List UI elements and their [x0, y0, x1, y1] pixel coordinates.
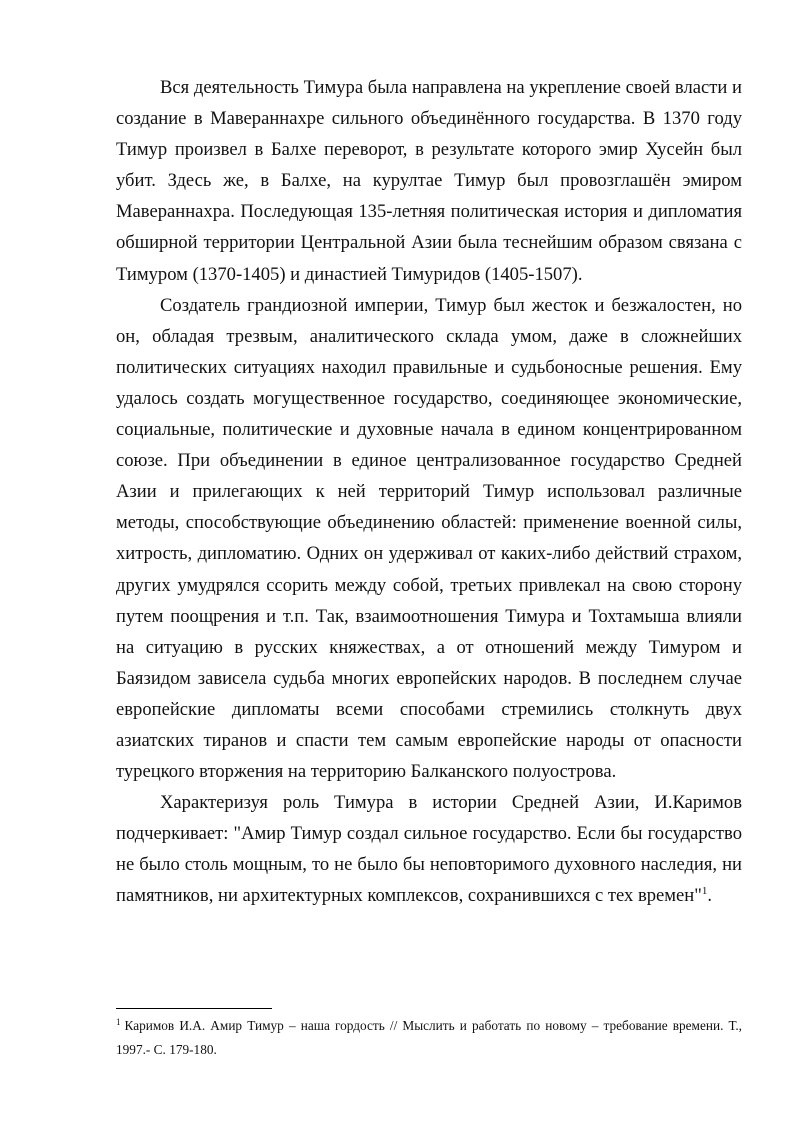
body-text — [116, 72, 742, 912]
paragraph-3-end: . — [707, 885, 712, 907]
paragraph-3 — [116, 787, 742, 911]
footnote — [116, 1014, 742, 1062]
paragraph-2: Создатель грандиозной империи, Тимур был жесток и безжалостен, но он, обладая трезвым, аналитического склада умом, даже в сложнейших политических ситуациях находил правильные и судьбоносные решения. Ему удалось создать могущественное государство, соединяющее экономические, социальные, политические и духовные начала в едином концентрированном союзе. При объединении в единое централизованное государство Средней Азии и прилегающих к ней территорий Тимур использовал различные методы, способствующие объединению областей: применение военной силы, хитрость, дипломатию. Одних он удерживал от каких-либо действий страхом, других умудрялся ссорить между собой, третьих привлекал на свою сторону путем поощрения и т.п. Так, взаимоотношения Тимура и Тохтамыша влияли на ситуацию в русских княжествах, а от отношений между Тимуром и Баязидом зависела судьба многих европейских народов. В последнем случае европейские дипломаты всеми способами стремились столкнуть двух азиатских тиранов и спасти тем самым европейские народы от опасности турецкого вторжения на территорию Балканского полуострова. — [116, 294, 742, 783]
paragraph-3-text: Характеризуя роль Тимура в истории Средней Азии, И.Каримов подчеркивает: "Амир Тимур создал сильное государство. Если бы государство не было столь мощным, то не было бы неповторимого духовного наследия, ни памятников, ни архитектурных комплексов, сохранившихся с тех времен" — [116, 792, 742, 907]
paragraph-1: Вся деятельность Тимура была направлена на укрепление своей власти и создание в Мавераннахре сильного объединённого государства. В 1370 году Тимур произвел в Балхе переворот, в результате которого эмир Хусейн был убит. Здесь же, в Балхе, на курултае Тимур был провозглашён эмиром Мавераннахра. Последующая 135-летняя политическая история и дипломатия обширной территории Центральной Азии была теснейшим образом связана с Тимуром (1370-1405) и династией Тимуридов (1405-1507). — [116, 77, 742, 285]
footnote-separator — [116, 1008, 272, 1009]
footnote-reference[interactable]: 1 — [701, 885, 708, 898]
footnote-text: Каримов И.А. Амир Тимур – наша гордость // Мыслить и работать по новому – требование времени. Т., 1997.- С. 179-180. — [116, 1018, 742, 1057]
footnote-number: 1 — [116, 1016, 121, 1027]
